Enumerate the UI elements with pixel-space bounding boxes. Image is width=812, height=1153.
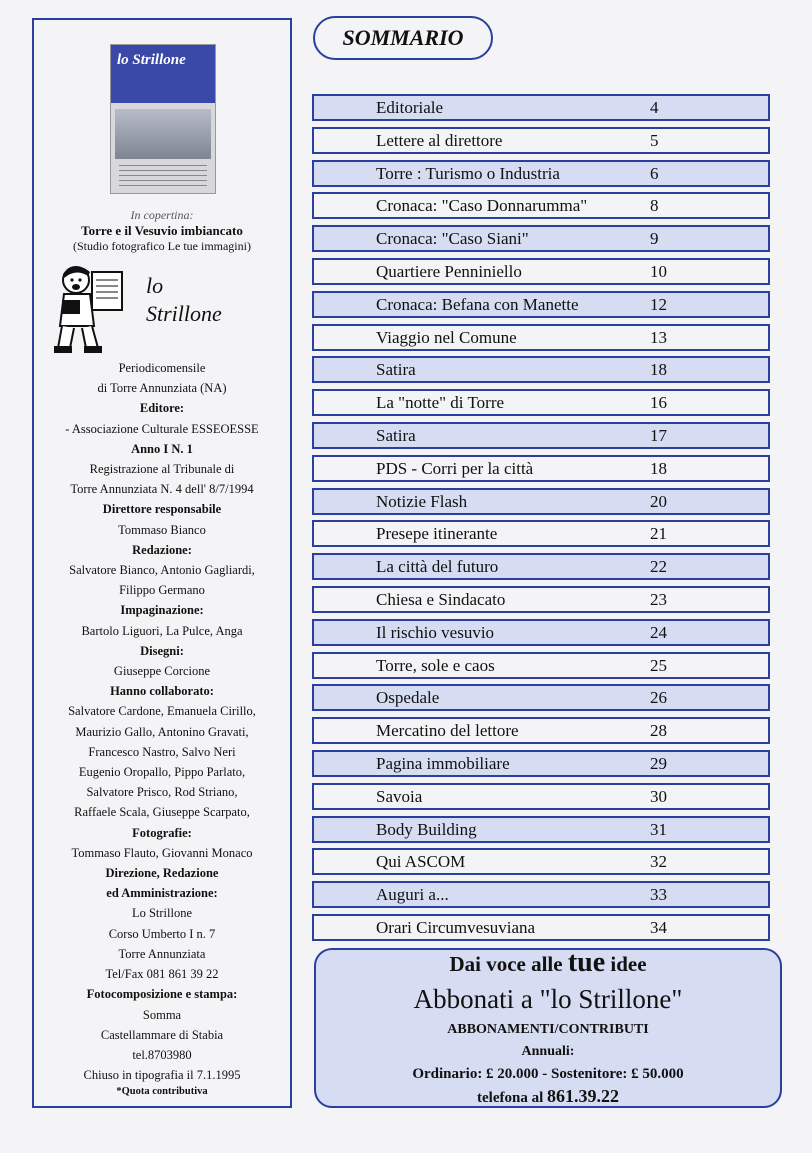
toc-row [312, 717, 770, 744]
credit-line: tel.8703980 [132, 1047, 192, 1062]
toc-title: Satira [376, 360, 416, 380]
toc-page: 21 [650, 524, 667, 544]
toc-page: 10 [650, 262, 667, 281]
phone-number: 861.39.22 [546, 1086, 619, 1106]
credit-line: Maurizio Gallo, Antonino Gravati, [75, 724, 249, 739]
credit-line: Editore: [139, 401, 185, 416]
toc-page: 4 [650, 98, 659, 117]
credit-line: Filippo Germano [119, 583, 205, 598]
credit-line: Redazione: [132, 542, 192, 557]
toc-page: 8 [650, 196, 659, 216]
toc-title: Qui ASCOM [376, 852, 466, 872]
toc-title: Viaggio nel Comune [376, 327, 517, 347]
toc-title: PDS - Corri per la città [376, 458, 534, 478]
toc-row [312, 816, 770, 843]
toc-page: 20 [650, 491, 667, 511]
toc-row [312, 192, 770, 219]
slogan-emphasis: tue [567, 947, 606, 978]
subscription-period: Annuali: [521, 1044, 575, 1059]
credits-list [34, 358, 290, 1099]
credit-line: Salvatore Cardone, Emanuela Cirillo, [68, 704, 256, 719]
toc-page: 23 [650, 590, 667, 609]
toc-page: 12 [650, 294, 667, 314]
toc-row [312, 914, 770, 941]
toc-row [312, 94, 770, 121]
credit-line: Castellammare di Stabia [100, 1027, 224, 1042]
credit-line: Francesco Nastro, Salvo Neri [88, 744, 236, 759]
credit-line: di Torre Annunziata (NA) [97, 381, 227, 396]
toc-title: La "notte" di Torre [376, 393, 505, 413]
masthead-logo-line1: lo [146, 273, 164, 298]
credit-line: Anno I N. 1 [131, 441, 193, 456]
credit-line: - Associazione Culturale ESSEOESSE [65, 421, 259, 436]
toc-title: Pagina immobiliare [376, 754, 510, 773]
footnote: *Quota contributiva [116, 1086, 208, 1098]
credit-line: Direzione, Redazione [105, 866, 219, 881]
toc-row [312, 619, 770, 646]
toc-row [312, 160, 770, 187]
credit-line: Registrazione al Tribunale di [89, 462, 235, 477]
credit-line: Disegni: [140, 643, 184, 658]
credit-line: Bartolo Liguori, La Pulce, Anga [81, 623, 243, 638]
toc-title: Editoriale [376, 98, 444, 117]
toc-page: 31 [650, 819, 667, 839]
toc-row [312, 520, 770, 547]
subscription-subtitle: ABBONAMENTI/CONTRIBUTI [447, 1022, 649, 1037]
credit-line: Direttore responsabile [102, 502, 222, 517]
credit-line: Somma [142, 1007, 182, 1022]
subscription-box [314, 948, 782, 1108]
credit-line: Salvatore Bianco, Antonio Gagliardi, [69, 563, 255, 578]
toc-page: 6 [650, 163, 659, 183]
toc-title: Cronaca: "Caso Donnarumma" [376, 196, 588, 216]
slogan-pre: Dai voce alle [449, 952, 563, 976]
toc-page: 18 [650, 360, 667, 380]
toc-page: 24 [650, 622, 667, 642]
toc-row [312, 586, 770, 613]
credit-line: ed Amministrazione: [106, 886, 218, 901]
toc-title: Cronaca: Befana con Manette [376, 294, 579, 314]
masthead-logo [146, 272, 222, 328]
toc-page: 28 [650, 721, 667, 741]
credit-line: Torre Annunziata N. 4 dell' 8/7/1994 [70, 482, 254, 497]
credit-line: Hanno collaborato: [110, 684, 214, 699]
toc-title: Cronaca: "Caso Siani" [376, 229, 529, 249]
toc-row [312, 291, 770, 318]
toc-title: Torre, sole e caos [376, 655, 495, 675]
toc-title: Mercatino del lettore [376, 721, 519, 741]
toc-page: 18 [650, 458, 667, 478]
slogan-post: idee [610, 952, 647, 976]
toc-page: 5 [650, 130, 659, 150]
toc-title: Ospedale [376, 688, 440, 708]
toc-row [312, 553, 770, 580]
toc-page: 26 [650, 688, 667, 708]
toc-title: Chiesa e Sindacato [376, 590, 506, 609]
toc-row [312, 324, 770, 351]
toc-row [312, 783, 770, 810]
credit-line: Raffaele Scala, Giuseppe Scarpato, [74, 805, 250, 820]
toc-row [312, 389, 770, 416]
credit-line: Giuseppe Corcione [113, 664, 211, 679]
cover-logo: lo Strillone [117, 52, 186, 68]
cover-credit: (Studio fotografico Le tue immagini) [73, 239, 251, 253]
toc-row [312, 127, 770, 154]
toc-title: Body Building [376, 819, 477, 839]
credit-line: Eugenio Oropallo, Pippo Parlato, [78, 765, 246, 780]
toc-page: 29 [650, 754, 667, 773]
toc-title: Lettere al direttore [376, 130, 503, 150]
toc-title: Savoia [376, 786, 423, 806]
toc-page: 16 [650, 393, 667, 413]
phone-label: telefona al [477, 1090, 544, 1106]
toc-row [312, 848, 770, 875]
toc-page: 22 [650, 557, 667, 577]
newsboy-mascot-icon [48, 260, 130, 356]
toc-title: Auguri a... [376, 885, 449, 905]
toc-page: 34 [650, 918, 667, 937]
credit-line: Corso Umberto I n. 7 [108, 926, 216, 941]
cover-text-lines [119, 165, 207, 189]
credit-line: Fotografie: [132, 825, 192, 840]
colophon-panel [32, 18, 292, 1108]
toc-title: Il rischio vesuvio [376, 622, 495, 642]
credit-line: Torre Annunziata [118, 946, 206, 961]
toc-row [312, 684, 770, 711]
subscription-prices: Ordinario: £ 20.000 - Sostenitore: £ 50.000 [412, 1066, 684, 1082]
cover-caption: In copertina: [130, 208, 194, 222]
toc-row [312, 422, 770, 449]
credit-line: Lo Strillone [131, 906, 193, 921]
toc-page: 32 [650, 852, 667, 872]
toc-page: 30 [650, 786, 667, 806]
cover-title: Torre e il Vesuvio imbiancato [81, 223, 243, 238]
toc-page: 25 [650, 655, 667, 675]
credit-line: Chiuso in tipografia il 7.1.1995 [83, 1068, 241, 1083]
credit-line: Salvatore Prisco, Rod Striano, [86, 785, 238, 800]
subscription-phone [316, 1086, 780, 1108]
toc-page: 17 [650, 426, 667, 445]
credit-line: Fotocomposizione e stampa: [86, 987, 238, 1002]
cover-thumbnail [110, 44, 216, 194]
toc-title: Presepe itinerante [376, 524, 498, 544]
toc-title: Quartiere Penniniello [376, 262, 522, 281]
credit-line: Tel/Fax 081 861 39 22 [105, 967, 219, 982]
credit-line: Impaginazione: [120, 603, 204, 618]
subscription-headline: Abbonati a "lo Strillone" [413, 984, 683, 1014]
toc-row [312, 881, 770, 908]
toc-title: La città del futuro [376, 557, 499, 577]
toc-page: 33 [650, 885, 667, 905]
credit-line: Tommaso Bianco [118, 522, 206, 537]
toc-title: Notizie Flash [376, 491, 468, 511]
toc-title: Satira [376, 426, 416, 445]
toc-row [312, 455, 770, 482]
masthead-logo-line2: Strillone [146, 301, 222, 326]
toc-page: 9 [650, 229, 659, 249]
subscription-slogan [316, 947, 780, 978]
cover-photo [115, 109, 211, 159]
toc-row [312, 750, 770, 777]
toc-row [312, 225, 770, 252]
sommario-heading: SOMMARIO [313, 16, 493, 60]
toc-title: Orari Circumvesuviana [376, 918, 536, 937]
credit-line: Tommaso Flauto, Giovanni Monaco [71, 845, 253, 860]
toc-title: Torre : Turismo o Industria [376, 163, 560, 183]
credit-line: Periodicomensile [118, 361, 206, 375]
toc-row [312, 258, 770, 285]
toc-row [312, 652, 770, 679]
toc-page: 13 [650, 327, 667, 347]
toc-row [312, 488, 770, 515]
toc-row [312, 356, 770, 383]
